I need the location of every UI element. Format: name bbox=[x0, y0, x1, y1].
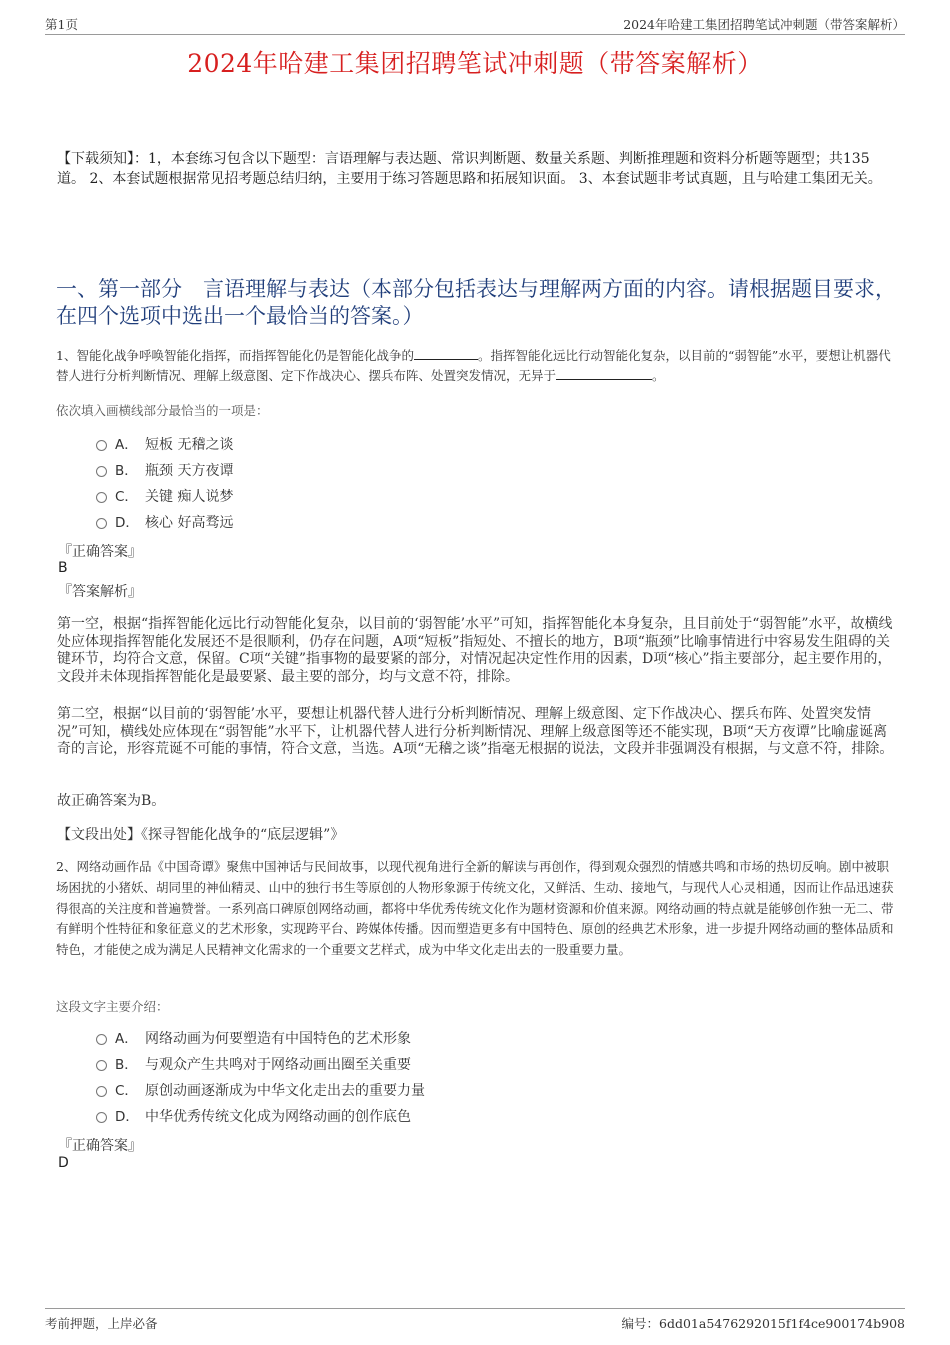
option-a[interactable]: A． 网络动画为何要塑造有中国特色的艺术形象 bbox=[96, 1029, 425, 1055]
page-header bbox=[45, 14, 905, 35]
question-1-part1: 1、智能化战争呼唤智能化指挥，而指挥智能化仍是智能化战争的 bbox=[56, 348, 414, 363]
question-1-part3: 。 bbox=[652, 368, 665, 383]
header-doc-title: 2024年哈建工集团招聘笔试冲刺题（带答案解析） bbox=[623, 17, 905, 32]
question-1-part2: 。指挥智能化远比行动智能化复杂，以目前的“弱智能”水平，要想让机器代替人进行分析判断情况、理解上级意图、定下作战决心、摆兵布阵、处置突发情况，无异于 bbox=[56, 348, 891, 383]
radio-button[interactable] bbox=[96, 1060, 107, 1071]
question-1-prompt: 依次填入画横线部分最恰当的一项是： bbox=[56, 403, 269, 418]
question-1-options bbox=[96, 435, 233, 539]
radio-button[interactable] bbox=[96, 492, 107, 503]
option-a[interactable]: A． 短板 无稽之谈 bbox=[96, 435, 233, 461]
radio-button[interactable] bbox=[96, 1086, 107, 1097]
download-notice: 【下载须知】：1，本套练习包含以下题型：言语理解与表达题、常识判断题、数量关系题、判断推理题和资料分析题等题型；共135道。 2、本套试题根据常见招考题总结归纳，主要用于练习答题思路和拓展知识面。 3、本套试题非考试真题，且与哈建工集团无关。 bbox=[57, 151, 882, 187]
option-b[interactable]: B． 瓶颈 天方夜谭 bbox=[96, 461, 233, 487]
question-2-options bbox=[96, 1029, 425, 1133]
option-b[interactable]: B． 与观众产生共鸣对于网络动画出圈至关重要 bbox=[96, 1055, 425, 1081]
option-d[interactable]: D． 中华优秀传统文化成为网络动画的创作底色 bbox=[96, 1107, 425, 1133]
source-citation: 【文段出处】《探寻智能化战争的“底层逻辑”》 bbox=[57, 827, 345, 843]
radio-button[interactable] bbox=[96, 1112, 107, 1123]
page-footer bbox=[45, 1308, 905, 1333]
answer-blank-1 bbox=[414, 348, 478, 360]
answer-blank-2 bbox=[556, 368, 652, 380]
section-heading: 一、第一部分 言语理解与表达（本部分包括表达与理解两方面的内容。请根据题目要求，在四个选项中选出一个最恰当的答案。） bbox=[56, 277, 896, 328]
radio-button[interactable] bbox=[96, 1034, 107, 1045]
footer-slogan: 考前押题，上岸必备 bbox=[45, 1316, 158, 1331]
radio-button[interactable] bbox=[96, 440, 107, 451]
question-2-prompt: 这段文字主要介绍： bbox=[56, 999, 169, 1014]
radio-button[interactable] bbox=[96, 518, 107, 529]
option-d[interactable]: D． 核心 好高骛远 bbox=[96, 513, 233, 539]
radio-button[interactable] bbox=[96, 466, 107, 477]
question-2-text: 2、网络动画作品《中国奇谭》聚焦中国神话与民间故事，以现代视角进行全新的解读与再创作，得到观众强烈的情感共鸣和市场的热切反响。剧中被职场困扰的小猪妖、胡同里的神仙精灵、山中的独行书生等原创的人物形象源于传统文化，又鲜活、生动、接地气，与现代人心灵相通，因而让作品迅速获得很高的关注度和普遍赞誉。一系列高口碑原创网络动画，都将中华优秀传统文化作为题材资源和价值来源。网络动画的特点就是能够创作独一无二、带有鲜明个性特征和象征意义的艺术形象，实现跨平台、跨媒体传播。因而塑造更多有中国特色、原创的经典艺术形象，进一步提升网络动画的整体品质和特色，才能使之成为满足人民精神文化需求的一个重要文艺样式，成为中华文化走出去的一股重要力量。 bbox=[56, 859, 894, 958]
document-title: 2024年哈建工集团招聘笔试冲刺题（带答案解析） bbox=[187, 49, 763, 78]
correct-answer: D bbox=[58, 1155, 69, 1171]
analysis-paragraph-2: 第二空，根据“以目前的‘弱智能’水平，要想让机器代替人进行分析判断情况、理解上级意图、定下作战决心、摆兵布阵、处置突发情况”可知，横线处应体现在“弱智能”水平下，让机器代替人进行分析判断情况、理解上级意图等还不能实现，B项“天方夜谭”比喻虚诞离奇的言论，形容荒诞不可能的事情，符合文意，当选。A项“无稽之谈”指毫无根据的说法，文段并非强调没有根据，与文意不符，排除。 bbox=[57, 706, 894, 757]
correct-answer-label: 『正确答案』 bbox=[58, 1138, 142, 1154]
option-c[interactable]: C． 原创动画逐渐成为中华文化走出去的重要力量 bbox=[96, 1081, 425, 1107]
correct-answer: B bbox=[58, 560, 68, 576]
correct-answer-label: 『正确答案』 bbox=[58, 544, 142, 560]
analysis-label: 『答案解析』 bbox=[58, 584, 142, 600]
option-c[interactable]: C． 关键 痴人说梦 bbox=[96, 487, 233, 513]
analysis-paragraph-1: 第一空，根据“指挥智能化远比行动智能化复杂，以目前的‘弱智能’水平”可知，指挥智能化本身复杂，且目前处于“弱智能”水平，故横线处应体现指挥智能化发展还不是很顺利，仍存在问题，A项“短板”指短处、不擅长的地方，B项“瓶颈”比喻事情进行中容易发生阻碍的关键环节，均符合文意，保留。C项“关键”指事物的最要紧的部分，对情况起决定性作用的因素，D项“核心”指主要部分，起主要作用的，文段并未体现指挥智能化是最要紧、最主要的部分，均与文意不符，排除。 bbox=[57, 616, 893, 685]
document-id: 编号：6dd01a5476292015f1f4ce900174b908 bbox=[621, 1316, 905, 1331]
question-1-text bbox=[56, 346, 898, 386]
page-number: 第1页 bbox=[45, 17, 78, 32]
analysis-conclusion: 故正确答案为B。 bbox=[57, 793, 166, 809]
